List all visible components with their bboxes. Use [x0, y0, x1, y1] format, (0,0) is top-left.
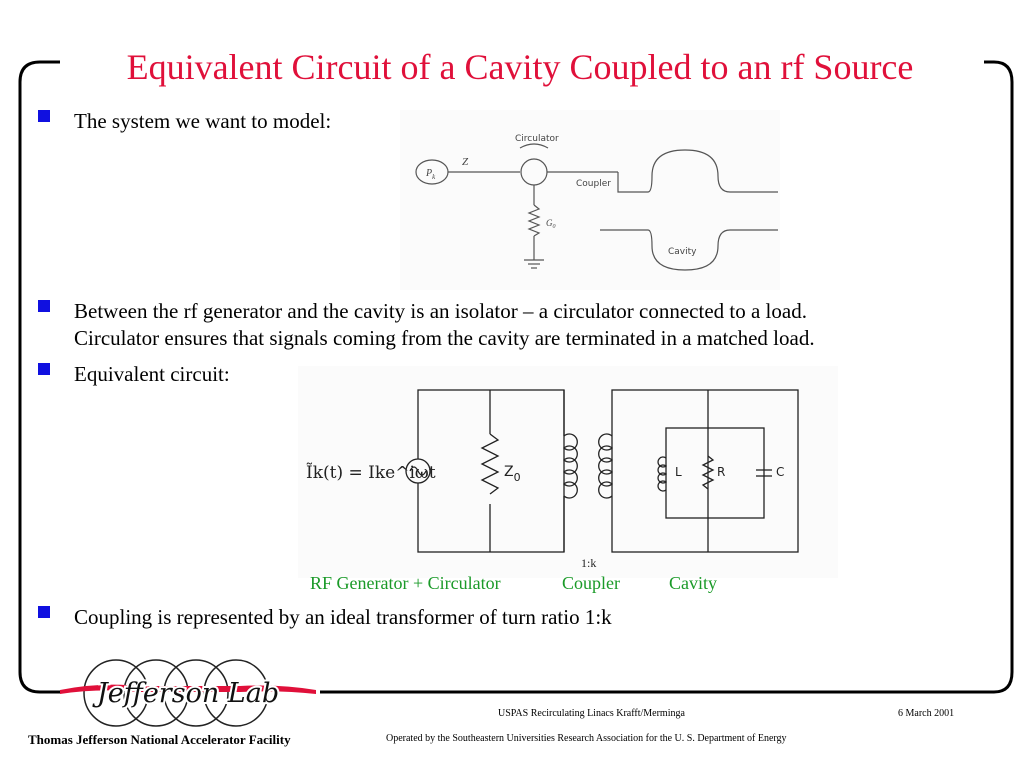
source-label: $P_k$	[426, 168, 436, 181]
jefferson-lab-logo	[60, 652, 320, 734]
bullet-text: Coupling is represented by an ideal transformer of turn ratio 1:k	[74, 605, 612, 629]
bullet-marker	[38, 363, 50, 375]
slide-title: Equivalent Circuit of a Cavity Coupled to an rf Source	[60, 42, 980, 92]
bullet-marker	[38, 606, 50, 618]
operator-label: Operated by the Southeastern Universities Research Association for the U. S. Department of Energy	[386, 733, 787, 744]
bullet-text-line: Between the rf generator and the cavity is an isolator – a circulator connected to a load.	[74, 299, 807, 323]
caption-coupler: Coupler	[562, 573, 620, 593]
equivalent-circuit-diagram	[298, 366, 838, 578]
bullet-marker	[38, 300, 50, 312]
z0-label: $Z_0$	[504, 464, 521, 484]
date-label: 6 March 2001	[898, 708, 955, 719]
logo-text: Jefferson Lab	[96, 678, 280, 709]
course-label: USPAS Recirculating Linacs Krafft/Merminga	[498, 708, 685, 719]
inductor-label: L	[675, 465, 682, 479]
source-equation: Ĩk(t) = Ike^iωt	[306, 463, 436, 483]
capacitor-label: C	[776, 465, 785, 479]
bullet-text-line: Circulator ensures that signals coming from the cavity are terminated in a matched load.	[74, 326, 815, 350]
bullet-marker	[38, 110, 50, 122]
system-diagram	[400, 110, 780, 290]
resistor-label: R	[717, 465, 726, 479]
circulator-label: Circulator	[515, 134, 559, 144]
bullet-text: Equivalent circuit:	[74, 362, 230, 386]
cavity-label: Cavity	[668, 247, 697, 257]
turn-ratio-label: 1:k	[581, 556, 597, 570]
caption-cavity: Cavity	[669, 573, 717, 593]
facility-label: Thomas Jefferson National Accelerator Facility	[28, 732, 291, 747]
coupler-label: Coupler	[576, 179, 611, 189]
load-label: $G_0$	[546, 218, 556, 230]
bullet-text: The system we want to model:	[74, 109, 332, 133]
caption-generator: RF Generator + Circulator	[310, 573, 501, 593]
line-label: Z	[462, 156, 469, 168]
